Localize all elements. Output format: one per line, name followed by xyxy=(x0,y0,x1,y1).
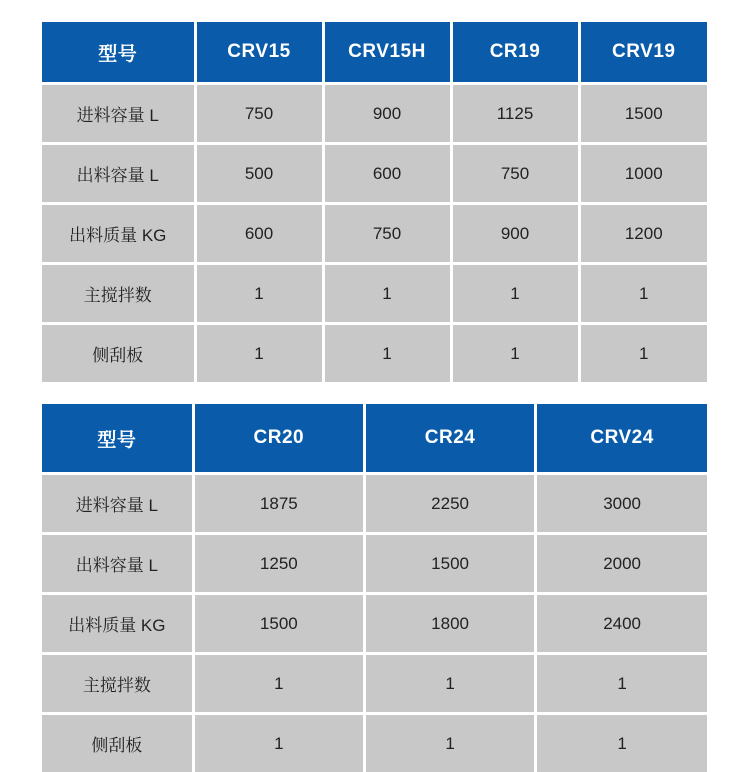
table-row xyxy=(42,474,707,534)
row-label: 进料容量 L xyxy=(42,84,195,144)
row-label: 主搅拌数 xyxy=(42,654,193,714)
row-value: 1000 xyxy=(579,144,707,204)
row-label: 侧刮板 xyxy=(42,324,195,383)
row-value: 1500 xyxy=(579,84,707,144)
spec-table-models-cr20-crv24 xyxy=(42,404,707,772)
row-value: 500 xyxy=(195,144,323,204)
header-cell-cr19: CR19 xyxy=(451,22,579,84)
row-value: 1 xyxy=(323,324,451,383)
row-value: 1 xyxy=(195,324,323,383)
header-cell-cr20: CR20 xyxy=(193,404,364,474)
header-cell-cr24: CR24 xyxy=(364,404,535,474)
table-row xyxy=(42,264,707,324)
row-label: 出料容量 L xyxy=(42,144,195,204)
row-value: 1 xyxy=(579,324,707,383)
row-value: 750 xyxy=(323,204,451,264)
row-value: 1500 xyxy=(193,594,364,654)
header-cell-model: 型号 xyxy=(42,404,193,474)
row-value: 2000 xyxy=(536,534,707,594)
row-value: 1 xyxy=(323,264,451,324)
row-value: 750 xyxy=(451,144,579,204)
row-label: 出料容量 L xyxy=(42,534,193,594)
row-value: 600 xyxy=(323,144,451,204)
row-value: 1875 xyxy=(193,474,364,534)
row-value: 1 xyxy=(536,654,707,714)
row-value: 1 xyxy=(451,324,579,383)
row-value: 3000 xyxy=(536,474,707,534)
spec-table-models-crv15-crv19 xyxy=(42,22,707,382)
table-row xyxy=(42,324,707,383)
row-label: 出料质量 KG xyxy=(42,594,193,654)
table-row xyxy=(42,84,707,144)
row-value: 600 xyxy=(195,204,323,264)
table-row xyxy=(42,534,707,594)
row-value: 1 xyxy=(195,264,323,324)
row-value: 1 xyxy=(193,654,364,714)
row-value: 2250 xyxy=(364,474,535,534)
table-row xyxy=(42,714,707,772)
row-value: 1 xyxy=(579,264,707,324)
header-cell-crv15h: CRV15H xyxy=(323,22,451,84)
header-cell-model: 型号 xyxy=(42,22,195,84)
row-value: 1 xyxy=(193,714,364,772)
row-value: 2400 xyxy=(536,594,707,654)
row-label: 出料质量 KG xyxy=(42,204,195,264)
row-value: 1250 xyxy=(193,534,364,594)
row-label: 主搅拌数 xyxy=(42,264,195,324)
row-value: 900 xyxy=(323,84,451,144)
row-value: 1 xyxy=(364,714,535,772)
row-value: 1 xyxy=(536,714,707,772)
table-row xyxy=(42,204,707,264)
table-header-row xyxy=(42,404,707,474)
row-value: 1500 xyxy=(364,534,535,594)
table-row xyxy=(42,144,707,204)
row-value: 1125 xyxy=(451,84,579,144)
row-value: 750 xyxy=(195,84,323,144)
header-cell-crv24: CRV24 xyxy=(536,404,707,474)
row-value: 1800 xyxy=(364,594,535,654)
row-label: 侧刮板 xyxy=(42,714,193,772)
row-value: 1 xyxy=(364,654,535,714)
table-header-row xyxy=(42,22,707,84)
row-value: 1 xyxy=(451,264,579,324)
row-value: 1200 xyxy=(579,204,707,264)
row-value: 900 xyxy=(451,204,579,264)
table-row xyxy=(42,654,707,714)
table-row xyxy=(42,594,707,654)
header-cell-crv19: CRV19 xyxy=(579,22,707,84)
row-label: 进料容量 L xyxy=(42,474,193,534)
header-cell-crv15: CRV15 xyxy=(195,22,323,84)
